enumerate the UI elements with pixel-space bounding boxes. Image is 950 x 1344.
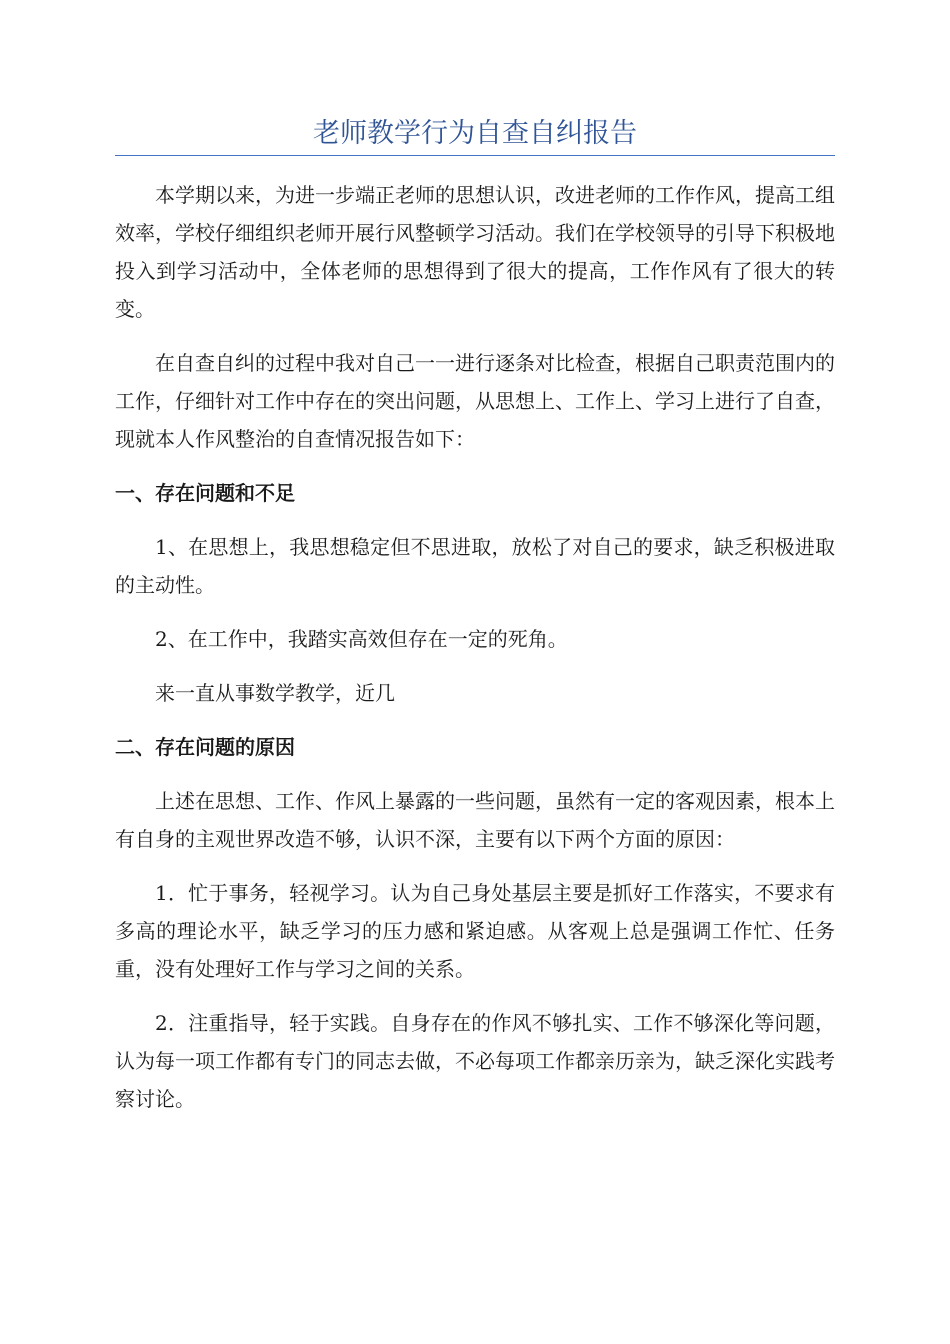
document-page <box>115 115 835 1134</box>
cause-item-2: 2．注重指导，轻于实践。自身存在的作风不够扎实、工作不够深化等问题，认为每一项工作都有专门的同志去做，不必每项工作都亲历亲为，缺乏深化实践考察讨论。 <box>115 1011 835 1111</box>
intro-paragraph-1: 本学期以来，为进一步端正老师的思想认识，改进老师的工作作风，提高工组效率，学校仔细组织老师开展行风整顿学习活动。我们在学校领导的引导下积极地投入到学习活动中，全体老师的思想得到了很大的提高，工作作风有了很大的转变。 <box>115 183 835 321</box>
problem-item-2: 2、在工作中，我踏实高效但存在一定的死角。 <box>155 627 568 651</box>
problem-item-fragment: 来一直从事数学教学，近几 <box>155 681 395 705</box>
title-underline <box>115 155 835 156</box>
problem-item-1: 1、在思想上，我思想稳定但不思进取，放松了对自己的要求，缺乏积极进取的主动性。 <box>115 535 835 597</box>
section-heading-causes: 二、存在问题的原因 <box>115 735 295 759</box>
intro-paragraph-2: 在自查自纠的过程中我对自己一一进行逐条对比检查，根据自己职责范围内的工作，仔细针对工作中存在的突出问题，从思想上、工作上、学习上进行了自查，现就本人作风整治的自查情况报告如下： <box>115 351 835 451</box>
cause-item-1: 1．忙于事务，轻视学习。认为自己身处基层主要是抓好工作落实，不要求有多高的理论水平，缺乏学习的压力感和紧迫感。从客观上总是强调工作忙、任务重，没有处理好工作与学习之间的关系。 <box>115 881 835 981</box>
cause-intro: 上述在思想、工作、作风上暴露的一些问题，虽然有一定的客观因素，根本上有自身的主观世界改造不够，认识不深，主要有以下两个方面的原因： <box>115 789 835 851</box>
document-title: 老师教学行为自查自纠报告 <box>313 118 637 149</box>
section-heading-problems: 一、存在问题和不足 <box>115 481 295 505</box>
